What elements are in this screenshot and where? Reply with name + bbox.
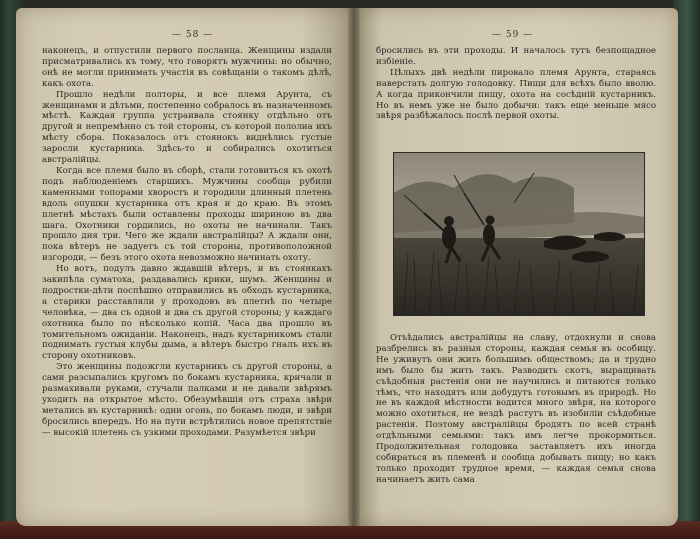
paragraph: Отъѣдались австралійцы на славу, отдохнули и снова разбрелись въ разныя стороны, каждая семья въ особицу. Не уживутъ они жить большимъ обществомъ; да и трудно имъ было бы жить такъ. Разводить скотъ, выращивать съѣдобныя растенія они не научились и питаются только тѣмъ, что находятъ или добудутъ готовымъ въ природѣ. Но не въ каждой мѣстности водится много звѣря, на которого можно охотиться, не вездѣ растутъ въ изобиліи съѣдобные растенія. Поэтому австралійцы бродятъ по всей странѣ отдѣльными семьями: такъ имъ легче прокормиться. Продолжительная голодовка заставляетъ ихъ иногда собираться въ племенѣ и сообща добывать пищу; но какъ только проходит трудное время, — каждая семья снова начинаетъ жить сама: [376, 333, 656, 485]
right-page-text-top: [376, 46, 656, 122]
book-gutter: [348, 8, 360, 526]
paragraph: Цѣлыхъ двѣ недѣли пировало племя Арунта, стараясь наверстать долгую голодовку. Пищи для всѣхъ было вволю. А когда прикончили пищу, охота на сосѣдній кустарникъ. Но въ немъ уже не было добычи: такъ еще меньше мясо звѣря разбѣжалось послѣ первой охоты.: [376, 67, 656, 122]
paragraph: Прошло недѣли полторы, и все племя Арунта, съ женщинами и дѣтьми, постепенно собралось въ назначенномъ мѣстѣ. Каждая группа устраивала стоянку отдѣльно отъ другой и непремѣнно съ той стороны, съ которой пололиа ихъ мѣсту сбора. Показалось отъ стоянокъ виднѣлись густые заросли кустарника. Здѣсь-то и собирались охотиться австралійцы.: [42, 89, 332, 166]
paragraph: Когда все племя было въ сборѣ, стали готовиться къ охотѣ подъ наблюденіемъ старшихъ. Мужчины сообща рубили каменными топорами хворостъ и городили длинный плетень вдоль опушки кустарника отъ края и до краю. Въ этомъ плетнѣ мѣстахъ были оставлены проходы шириною въ два шага. Охотники гордились, но охоты не начинали. Такъ прошло дня три. Чего же ждали австралійцы? А ждали они, пока вѣтеръ не задуетъ съ той стороны, противоположной изгороди, — безъ этого охота невозможно начинать охоту.: [42, 165, 332, 264]
paragraph: Это женщины подожгли кустарникъ съ другой стороны, а сами разсыпались кругомъ по бокамъ кустарника, кричали и размахивали руками, стучали палками и не давали звѣрямъ уходить на открытое мѣсто. Обезумѣвшія отъ страха звѣри метались въ кустарникѣ: одни огонь, по бокамъ люди, и звѣри бросились впередъ. Но на пути встрѣтились новое препятствіе — высокій плетень съ узкими проходами. Разумѣется звѣри: [42, 362, 332, 438]
paragraph: бросились въ эти проходы. И началось тутъ безпощадное избіеніе.: [376, 46, 656, 67]
paragraph: Но вотъ, подулъ давно ждавшій вѣтеръ, и въ стоянкахъ закипѣла суматоха, раздавались крики, шумъ. Женщины и подростки-дѣти поспѣшно отправились въ обходъ кустарника, а старики расставляли у проходовъ въ плетнѣ по четыре человѣка, — два съ одной и два съ другой стороны; у каждаго охотника было по нѣсколько копій. Часа два прошло въ томительномъ ожиданіи. Наконецъ, надъ кустарникомъ стали поднимать густыя клубы дыма, а вѣтеръ быстро гналъ ихъ въ сторону охотниковъ.: [42, 264, 332, 362]
left-page-text: [42, 46, 332, 439]
right-page-text-bottom: [376, 333, 656, 486]
paragraph: наконецъ, и отпустили первого посланца. Женщины издали присматривались къ тому, что говорятъ мужчины: но обычно, онѣ не могли принимать участія въ совѣщаніи о такомъ дѣлѣ, какъ охота.: [42, 46, 332, 89]
engraving-image: [394, 153, 644, 315]
right-page-number: — 59 —: [492, 30, 534, 40]
hunting-illustration: [393, 152, 645, 316]
left-page-number: — 58 —: [172, 30, 214, 40]
